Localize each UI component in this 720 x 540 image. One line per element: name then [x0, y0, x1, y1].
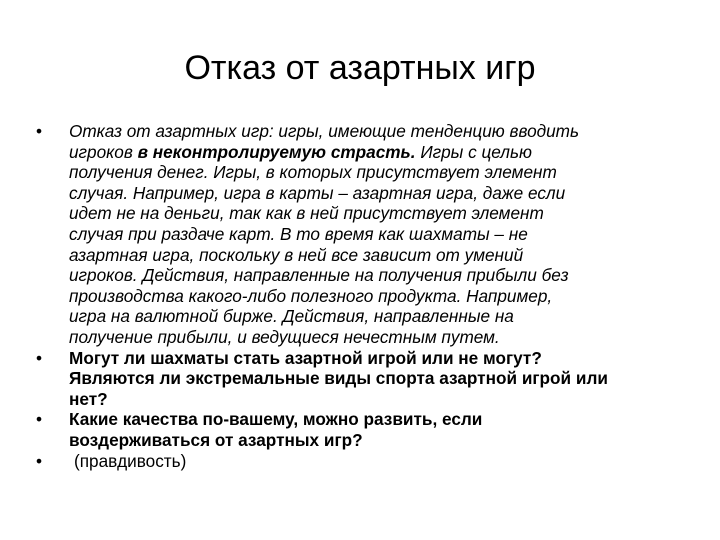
emphasis-text: в неконтролируемую страсть.: [137, 141, 416, 162]
bullet-line: производства какого-либо полезного продукта. Например,: [69, 285, 553, 306]
bullet-item-question-qualities: [36, 409, 696, 450]
bullet-list: [36, 121, 696, 471]
bullet-line: • (правдивость): [74, 450, 187, 471]
bullet-line: случая при раздаче карт. В то время как шахматы – не: [69, 223, 528, 244]
bullet-line: [69, 142, 696, 163]
bullet-line: идет не на деньги, так как в ней присутствует элемент: [69, 203, 544, 224]
bullet-line: получения денег. Игры, в которых присутствует элемент: [69, 162, 557, 183]
bullet-line: получение прибыли, и ведущиеся нечестным путем.: [69, 326, 500, 347]
bullet-line: азартная игра, поскольку в ней все зависит от умений: [69, 244, 524, 265]
text-run: Игры с целью: [415, 141, 532, 162]
bullet-line: случая. Например, игра в карты – азартная игра, даже если: [69, 182, 566, 203]
bullet-item-question-chess: [36, 348, 696, 410]
bullet-line: воздерживаться от азартных игр?: [69, 429, 363, 450]
bullet-line: • Какие качества по-вашему, можно развить, если: [69, 409, 483, 430]
bullet-line: нет?: [69, 388, 108, 409]
text-run: игроков: [69, 141, 138, 162]
bullet-line: • Отказ от азартных игр: игры, имеющие тенденцию вводить: [69, 121, 580, 141]
slide-title: Отказ от азартных игр: [184, 49, 536, 87]
bullet-line: • Могут ли шахматы стать азартной игрой или не могут?: [69, 347, 542, 368]
bullet-line: игра на валютной бирже. Действия, направленные на: [69, 306, 514, 327]
bullet-item-answer: [36, 451, 696, 472]
bullet-item-definition: [36, 121, 696, 348]
bullet-line: Являются ли экстремальные виды спорта азартной игрой или: [69, 368, 608, 389]
bullet-line: игроков. Действия, направленные на получения прибыли без: [69, 265, 569, 286]
